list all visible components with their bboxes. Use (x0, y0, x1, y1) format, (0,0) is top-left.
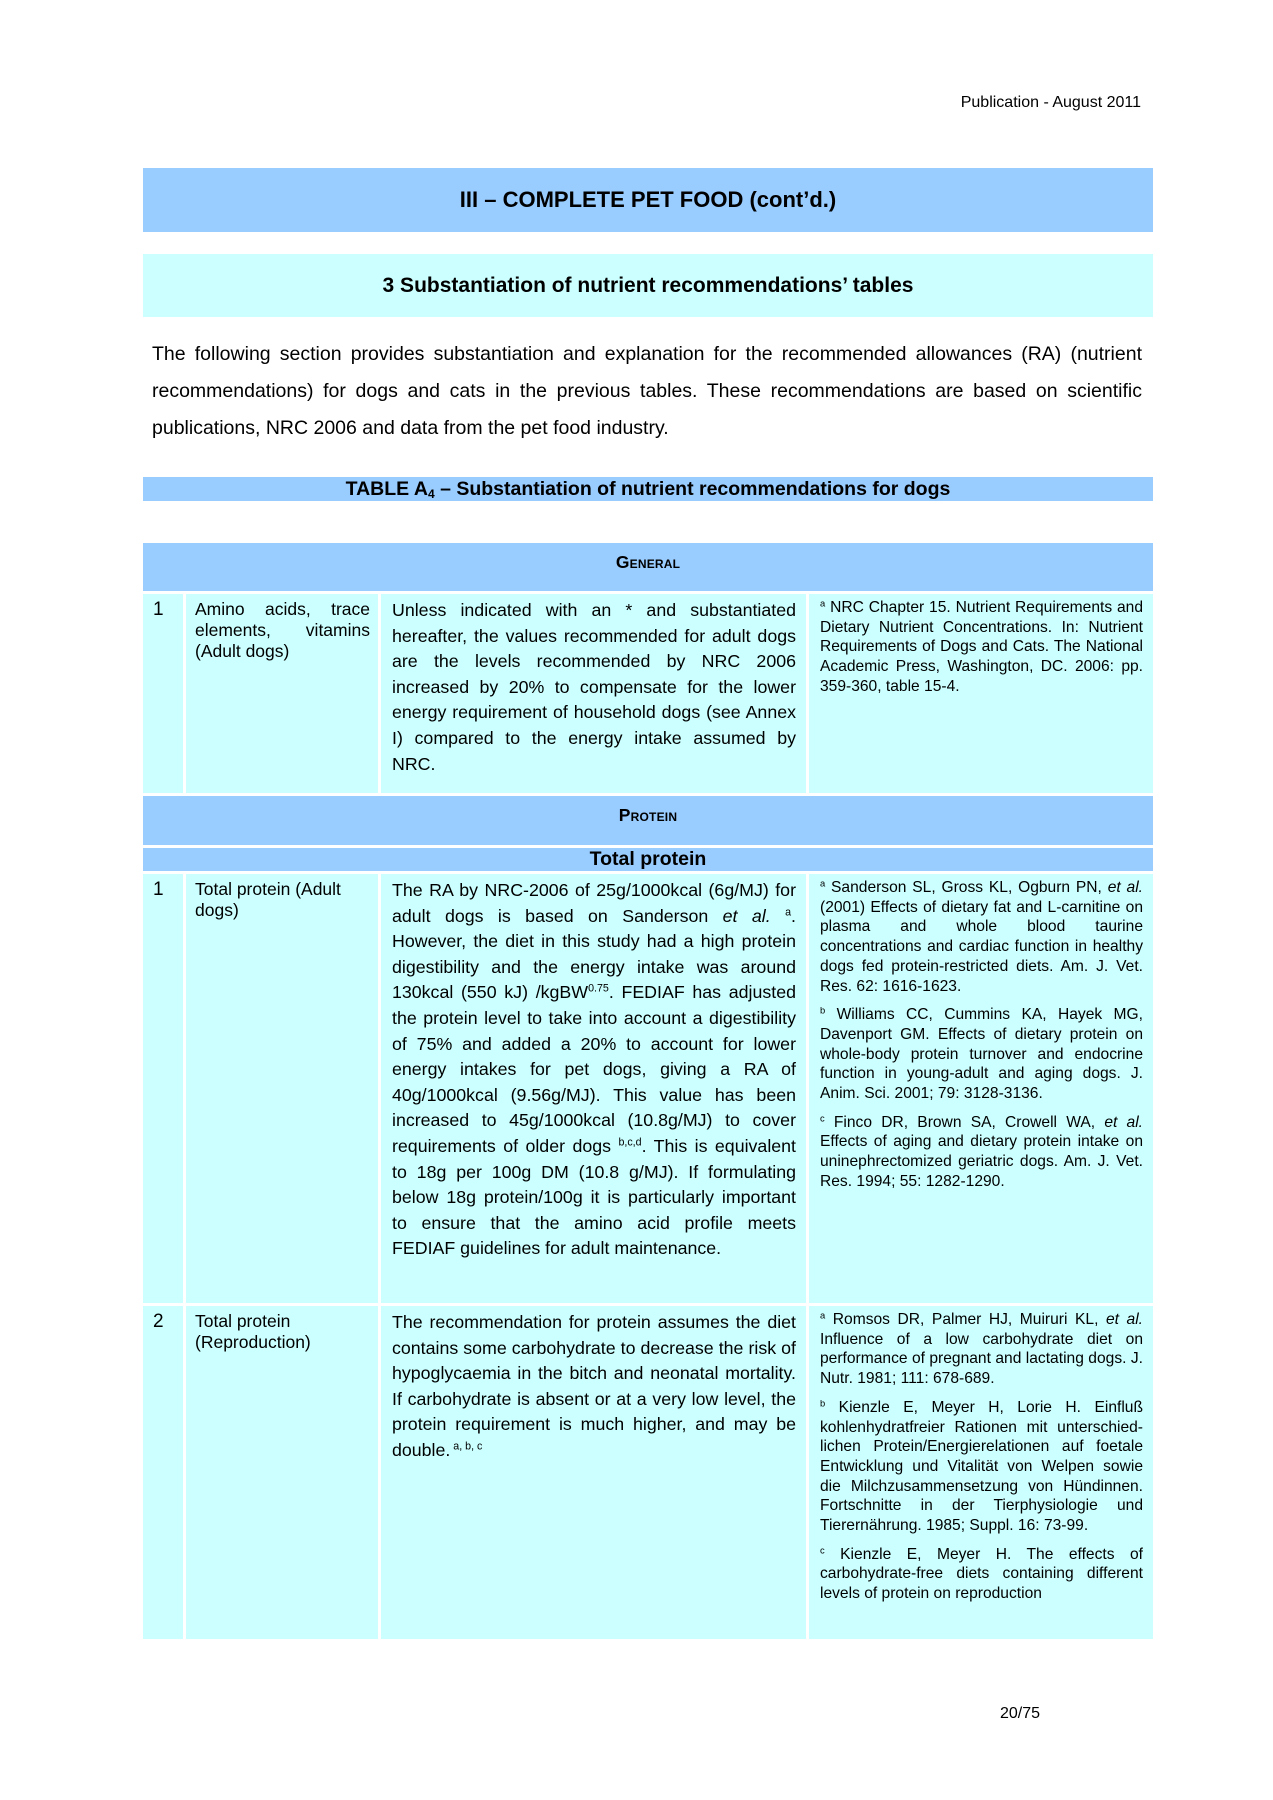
ref-italic: et al. (1107, 879, 1143, 896)
subsection-title-bar (143, 254, 1153, 317)
reference-item (820, 1545, 1143, 1604)
text-part: The recommendation for protein assumes the diet contains some carbohydrate to decrease the risk of hypoglycaemia in the bitch and neonatal mortality. If carbohydrate is absent or at a very low level, the protein requirement is much higher, and may be double. (392, 1312, 796, 1460)
section-title-bar (143, 168, 1153, 232)
ref-mark: a (820, 878, 826, 889)
reference-item (820, 1113, 1143, 1192)
general-row-1-refs (809, 594, 1153, 793)
citation-sup: b,c,d (618, 1136, 642, 1149)
section-title: III – COMPLETE PET FOOD (cont’d.) (459, 187, 837, 212)
ref-text: Williams CC, Cummins KA, Hayek MG, Davenport GM. Effects of dietary protein on whole-body protein turnover and endocrine function in young-adult and aging dogs. J. Anim. Sci. 2001; 79: 3128-3136. (820, 1006, 1143, 1103)
ref-text: NRC Chapter 15. Nutrient Requirements and Dietary Nutrient Concentrations. In: Nutrient Requirements of Dogs and Cats. The National Academic Press, Washington, DC. 2006: pp. 359-360, table 15-4. (820, 599, 1143, 695)
total-protein-subheader (143, 848, 1153, 871)
total-protein-subheader-label: Total protein (589, 848, 707, 870)
table-title-subscript: 4 (427, 486, 435, 501)
text-part: . This is equivalent to 18g per 100g DM (10.8 g/MJ). If formulating below 18g protein/100g it is particularly important to ensure that the amino acid profile meets FEDIAF guidelines for adult maintenance. (392, 1135, 796, 1259)
subsection-title: 3 Substantiation of nutrient recommendations’ tables (382, 273, 914, 297)
ref-text: Effects of aging and dietary protein intake on uninephrectomized geriatric dogs. Am. J. Vet. Res. 1994; 55: 1282-1290. (820, 1133, 1143, 1190)
ref-mark: a (820, 1310, 826, 1321)
protein-section-header (143, 796, 1153, 845)
protein-row-2-number: 2 (143, 1306, 183, 1639)
exponent-sup: 0.75 (588, 982, 609, 995)
ref-italic: et al. (1104, 1113, 1143, 1131)
reference-item (820, 1005, 1143, 1104)
ref-italic: et al. (1105, 1311, 1143, 1328)
ref-mark: b (820, 1005, 826, 1016)
protein-row-1-number: 1 (143, 874, 183, 1303)
ref-text: (2001) Effects of dietary fat and L-carnitine on plasma and whole blood taurine concentrations and cardiac function in healthy dogs fed protein-restricted diets. Am. J. Vet. Res. 62: 1616-1623. (820, 898, 1143, 995)
text-part: . However, the diet in this study had a high protein digestibility and the energy intake was around 130kcal (550 kJ) /kgBW (392, 905, 796, 1003)
table-title (346, 478, 951, 501)
protein-row-1-name: Total protein (Adult dogs) (186, 874, 378, 1303)
protein-row-2-refs (809, 1306, 1153, 1639)
text-italic: et al. (722, 905, 771, 926)
reference-item (820, 1310, 1143, 1389)
protein-row-1-refs (809, 874, 1153, 1303)
general-section-header (143, 543, 1153, 591)
reference-item (820, 598, 1143, 697)
ref-text: Kienzle E, Meyer H. The effects of carbohydrate-free diets containing different levels of protein on reproduction (820, 1545, 1143, 1603)
intro-paragraph: The following section provides substantiation and explanation for the recommended allowances (RA) (nutrient recommendations) for dogs and cats in the previous tables. These recommendations are based on scientific publications, NRC 2006 and data from the pet food industry. (152, 343, 1142, 439)
protein-row-2-text (381, 1306, 806, 1639)
ref-text: Finco DR, Brown SA, Crowell WA, (824, 1113, 1105, 1131)
general-row-1-name: Amino acids, trace elements, vitamins (Adult dogs) (186, 594, 378, 793)
ref-text: Romsos DR, Palmer HJ, Muiruri KL, (825, 1311, 1106, 1328)
ref-text: Sanderson SL, Gross KL, Ogburn PN, (825, 879, 1108, 896)
general-row-1-text: Unless indicated with an * and substantiated hereafter, the values recommended for adult dogs are the levels recommended by NRC 2006 increased by 20% to compensate for the lower energy requirement of household dogs (see Annex I) compared to the energy intake assumed by NRC. (381, 594, 806, 793)
citation-sup: a (785, 906, 792, 919)
ref-text: Influence of a low carbohydrate diet on performance of pregnant and lactating dogs. J. Nutr. 1981; 111: 678-689. (820, 1330, 1143, 1388)
text-part: The RA by NRC-2006 of 25g/1000kcal (6g/MJ) for adult dogs is based on Sanderson (392, 880, 796, 926)
text-part: . FEDIAF has adjusted the protein level to take into account a digestibility of 75% and added a 20% to account for lower energy intakes for pet dogs, giving a RA of 40g/1000kcal (9.56g/MJ). This value has been increased to 45g/1000kcal (10.8g/MJ) to cover requirements of older dogs (392, 982, 796, 1156)
ref-mark: c (820, 1113, 825, 1124)
ref-mark: b (820, 1398, 826, 1409)
citation-sup: a, b, c (450, 1440, 483, 1453)
table-title-bar (143, 477, 1153, 501)
general-row-1-number: 1 (143, 594, 183, 793)
ref-mark: a (820, 598, 826, 609)
table-title-prefix: TABLE A (345, 477, 428, 500)
general-header-label: General (615, 552, 681, 572)
page-number: 20/75 (1000, 1705, 1041, 1722)
reference-item (820, 878, 1143, 996)
publication-date: Publication - August 2011 (960, 94, 1141, 111)
ref-mark: c (820, 1545, 825, 1556)
protein-header-label: Protein (618, 805, 678, 825)
ref-text: Kienzle E, Meyer H, Lorie H. Einfluß kohlenhydratfreier Rationen mit unterschied-lichen Protein/Energierelationen auf foetale Entwicklung und Vitalität von Welpen sowie die Milchzusammensetzung von Hündinnen. Fortschnitte in der Tierphysiologie und Tierernährung. 1985; Suppl. 16: 73-99. (820, 1398, 1143, 1535)
reference-item (820, 1398, 1143, 1536)
protein-row-2-name: Total protein (Reproduction) (186, 1306, 378, 1639)
table-title-suffix: – Substantiation of nutrient recommendations for dogs (434, 477, 951, 500)
protein-row-1-text (381, 874, 806, 1303)
